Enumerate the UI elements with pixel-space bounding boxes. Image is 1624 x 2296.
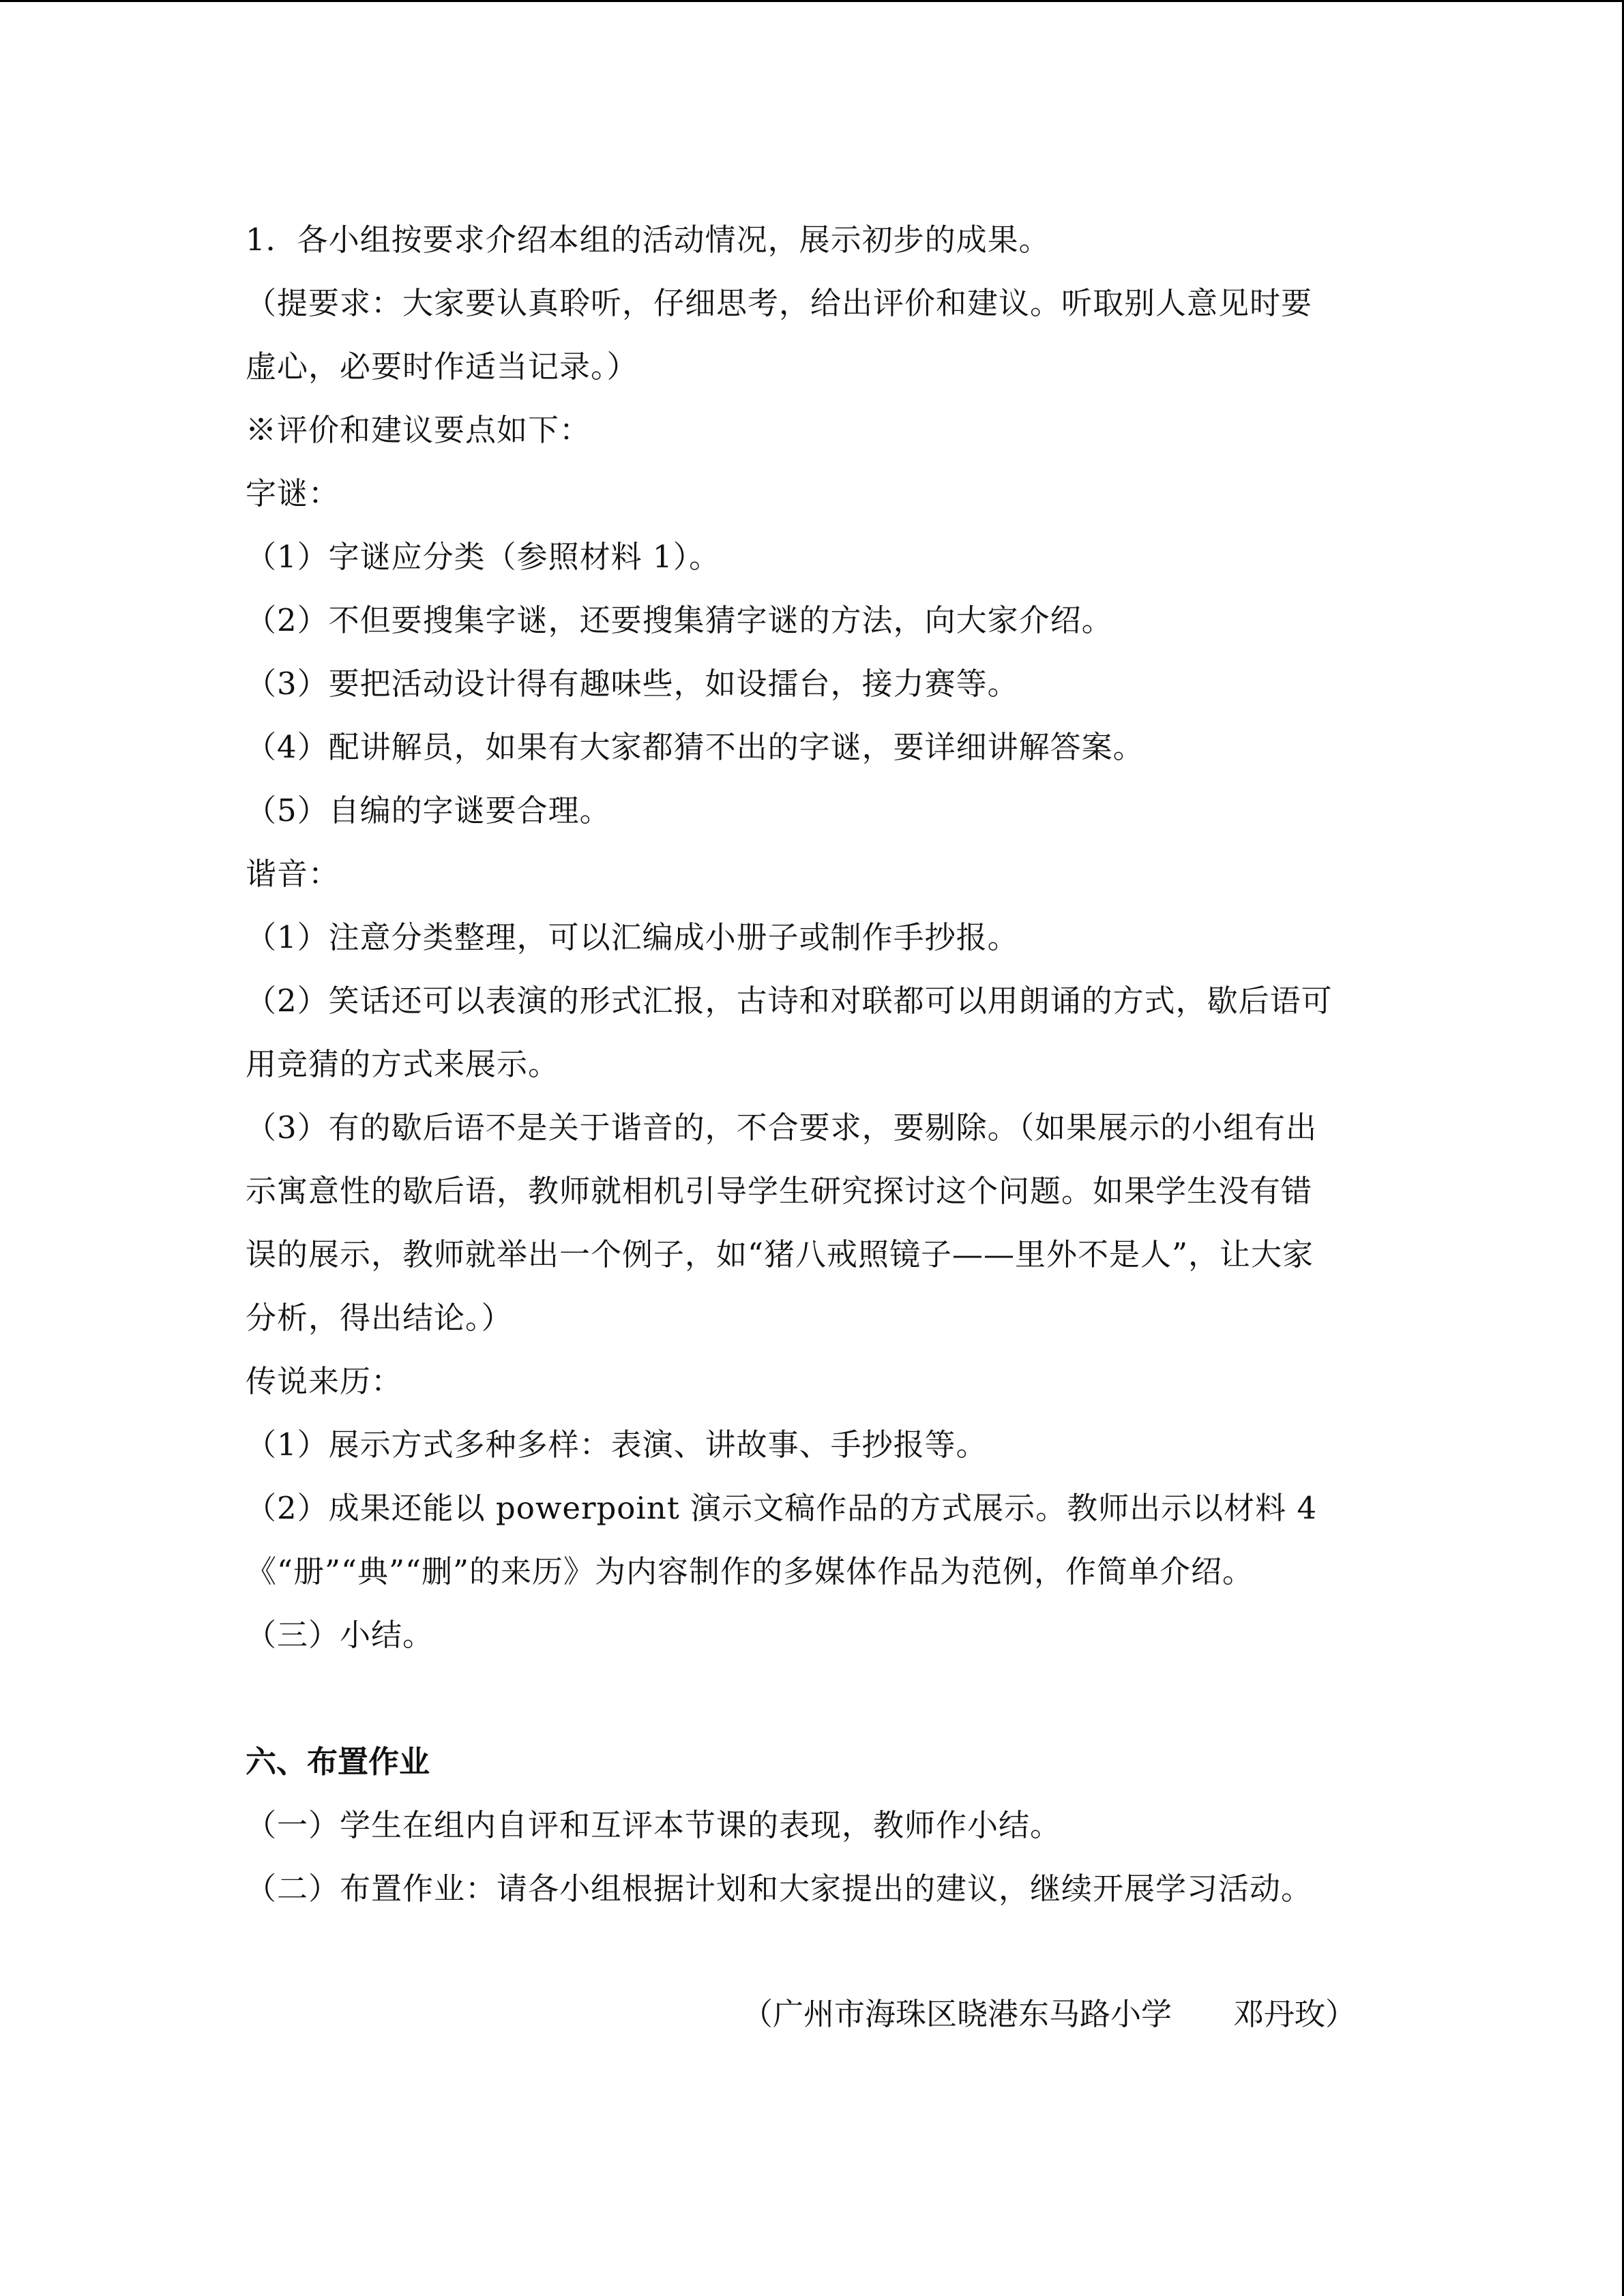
subheading-line: 谐音： — [246, 856, 340, 892]
subheading-line: 传说来历： — [246, 1363, 403, 1399]
list-item: （1）展示方式多种多样：表演、讲故事、手抄报等。 — [246, 1427, 988, 1463]
list-item: （2）成果还能以 powerpoint 演示文稿作品的方式展示。教师出示以材料 4 — [246, 1490, 1318, 1526]
paragraph-line: 误的展示，教师就举出一个例子，如“猪八戒照镜子——里外不是人”，让大家 — [246, 1236, 1314, 1272]
list-item: （3）有的歇后语不是关于谐音的，不合要求，要剔除。（如果展示的小组有出 — [246, 1109, 1318, 1146]
paragraph-line: ※评价和建议要点如下： — [246, 412, 591, 448]
paragraph-line: 示寓意性的歇后语，教师就相机引导学生研究探讨这个问题。如果学生没有错 — [246, 1173, 1313, 1209]
page-top-border — [0, 0, 1624, 2]
list-item: （3）要把活动设计得有趣味些，如设擂台，接力赛等。 — [246, 666, 1019, 702]
list-item: （2）不但要搜集字谜，还要搜集猜字谜的方法，向大家介绍。 — [246, 602, 1113, 638]
section-heading: 六、布置作业 — [246, 1744, 430, 1780]
list-item: （4）配讲解员，如果有大家都猜不出的字谜，要详细讲解答案。 — [246, 729, 1145, 765]
paragraph-line: 《“册”“典”“删”的来历》为内容制作的多媒体作品为范例，作简单介绍。 — [246, 1553, 1254, 1590]
paragraph-line: 用竞猜的方式来展示。 — [246, 1046, 560, 1082]
author-attribution: （广州市海珠区晓港东马路小学 邓丹玫） — [742, 1996, 1357, 2032]
document-body — [246, 208, 1378, 1920]
subheading-line: 字谜： — [246, 475, 340, 511]
list-item: （1）注意分类整理，可以汇编成小册子或制作手抄报。 — [246, 919, 1019, 955]
paragraph-line: 分析，得出结论。） — [246, 1300, 513, 1336]
paragraph-line: 1．各小组按要求介绍本组的活动情况，展示初步的成果。 — [246, 222, 1050, 258]
list-item: （5）自编的字谜要合理。 — [246, 792, 611, 829]
list-item: （一）学生在组内自评和互评本节课的表现，教师作小结。 — [246, 1807, 1062, 1843]
list-item: （1）字谜应分类（参照材料 1）。 — [246, 539, 721, 575]
list-item: （二）布置作业：请各小组根据计划和大家提出的建议，继续开展学习活动。 — [246, 1870, 1313, 1907]
list-item: （2）笑话还可以表演的形式汇报，古诗和对联都可以用朗诵的方式，歇后语可 — [246, 983, 1333, 1019]
paragraph-line: 虚心，必要时作适当记录。） — [246, 348, 638, 385]
paragraph-line: （提要求：大家要认真聆听，仔细思考，给出评价和建议。听取别人意见时要 — [246, 285, 1313, 321]
paragraph-gap — [246, 1667, 1378, 1730]
list-item: （三）小结。 — [246, 1617, 434, 1653]
